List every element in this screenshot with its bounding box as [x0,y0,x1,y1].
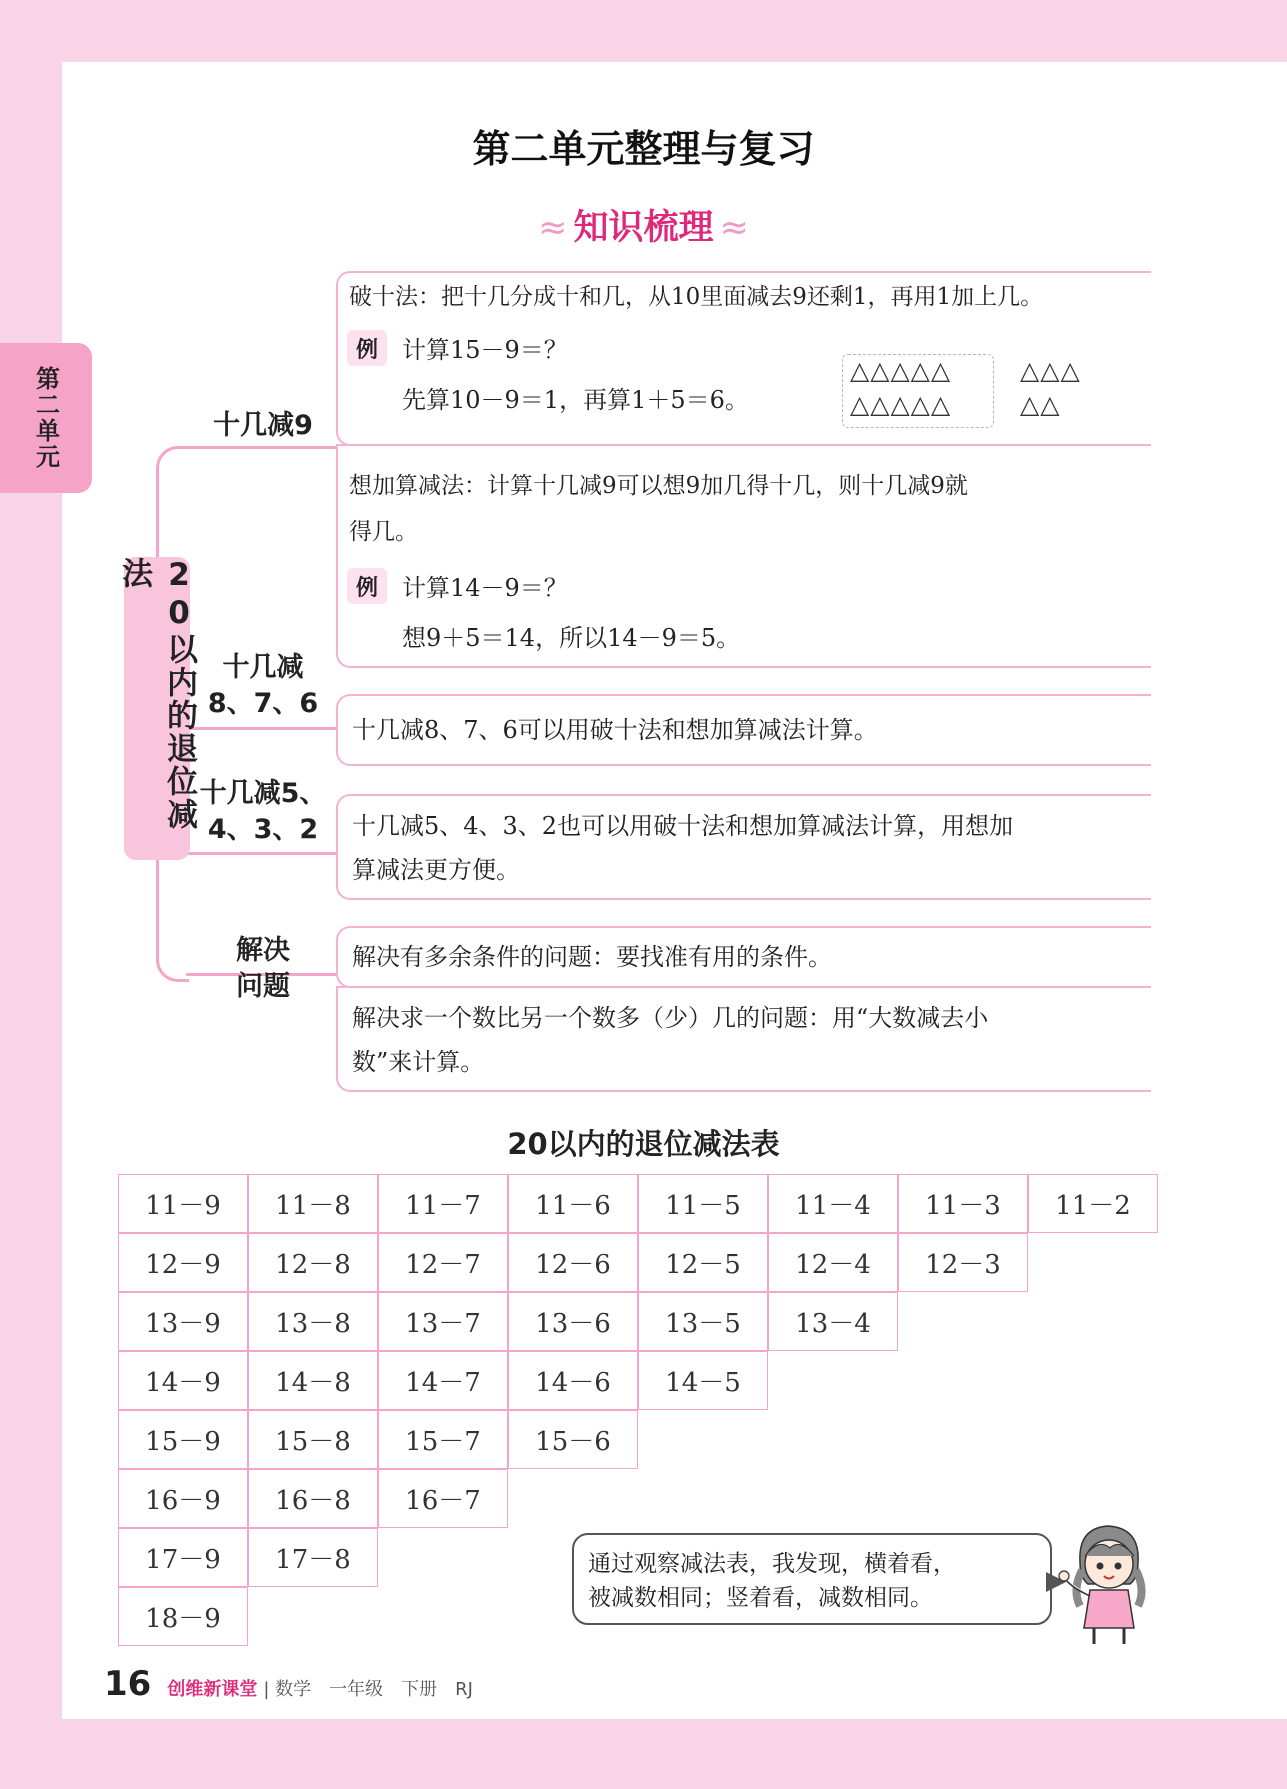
triangle-icon-row: △△△△△ [850,356,952,385]
triangle-icon-row: △△△ [1020,356,1081,385]
branch-label-text: 问题 [236,971,290,1003]
branch-label-text: 十几减9 [213,410,313,441]
example-answer: 先算10－9＝1，再算1＋5＝6。 [402,386,749,414]
branch-label-text: 十几减5、 [199,778,327,809]
table-cell: 14－6 [508,1351,638,1410]
rule-minus-876: 十几减8、7、6可以用破十法和想加算减法计算。 [352,716,878,744]
table-cell: 15－9 [118,1410,248,1469]
unit-side-tab [0,343,92,493]
table-cell: 11－8 [248,1174,378,1233]
page-number: 16 [104,1664,152,1704]
table-cell: 12－6 [508,1233,638,1292]
table-cell: 12－9 [118,1233,248,1292]
table-cell: 15－7 [378,1410,508,1469]
tree-link-2 [186,727,336,730]
table-cell: 17－9 [118,1528,248,1587]
brand-name: 创维新课堂 [167,1679,258,1700]
mindmap-root [116,557,197,860]
table-cell: 15－8 [248,1410,378,1469]
rule-think-addition: 想加算减法：计算十几减9可以想9加几得十几，则十几减9就 [349,473,968,499]
table-cell: 18－9 [118,1587,248,1646]
table-cell: 12－8 [248,1233,378,1292]
table-cell: 11－6 [508,1174,638,1233]
rule-break-ten: 破十法：把十几分成十和几，从10里面减去9还剩1，再用1加上几。 [349,284,1044,310]
table-cell: 11－9 [118,1174,248,1233]
example-badge: 例 [347,568,387,604]
table-cell: 16－7 [378,1469,508,1528]
rule-compare-problem-2: 数”来计算。 [352,1048,485,1076]
table-cell: 12－7 [378,1233,508,1292]
wave-icon: ≈ [538,208,568,248]
branch-label-problems [196,933,330,1006]
table-cell: 16－8 [248,1469,378,1528]
rule-extra-conditions: 解决有多余条件的问题：要找准有用的条件。 [352,943,832,971]
speech-bubble [572,1533,1052,1625]
branch-label-minus-9 [196,408,330,444]
table-cell: 13－9 [118,1292,248,1351]
branch-label-text: 十几减 [222,652,304,683]
table-cell: 11－7 [378,1174,508,1233]
example-question: 计算15－9＝？ [402,336,568,364]
triangle-icon-row: △△△△△ [850,390,952,419]
branch-label-text: 4、3、2 [207,814,319,846]
table-cell: 12－4 [768,1233,898,1292]
rule-minus-5432-2: 算减法更方便。 [352,856,520,884]
section-heading-label: 知识梳理 [573,208,714,248]
girl-illustration [1058,1518,1158,1648]
table-cell: 11－3 [898,1174,1028,1233]
speech-bubble-line: 通过观察减法表，我发现，横着看， [588,1551,956,1577]
table-cell: 11－4 [768,1174,898,1233]
mindmap-root-label: 20以内的退位减法 [116,557,197,831]
table-cell: 12－5 [638,1233,768,1292]
table-cell: 12－3 [898,1233,1028,1292]
branch-label-minus-876 [196,650,330,723]
table-cell: 13－6 [508,1292,638,1351]
table-cell: 14－8 [248,1351,378,1410]
wave-icon: ≈ [719,208,749,248]
branch-label-text: 8、7、6 [207,688,319,720]
table-cell: 13－4 [768,1292,898,1351]
unit-side-tab-label: 第二单元 [31,366,60,470]
branch-label-text: 解决 [236,935,290,966]
example-answer: 想9＋5＝14，所以14－9＝5。 [402,624,741,652]
table-cell: 14－7 [378,1351,508,1410]
speech-bubble-line: 被减数相同；竖着看，减数相同。 [588,1585,933,1611]
footer-meta: | 数学 一年级 下册 RJ [263,1679,473,1700]
tree-link-1 [186,446,336,449]
table-cell: 13－5 [638,1292,768,1351]
page-footer [104,1664,473,1704]
section-heading [0,200,1287,250]
branch-label-minus-5432 [196,776,330,849]
example-question: 计算14－9＝？ [402,574,568,602]
rule-compare-problem: 解决求一个数比另一个数多（少）几的问题：用“大数减去小 [352,1004,989,1032]
table-title: 20以内的退位减法表 [507,1127,780,1161]
rule-think-addition-2: 得几。 [349,519,418,545]
tree-link-3 [186,852,336,855]
table-cell: 15－6 [508,1410,638,1469]
table-cell: 13－8 [248,1292,378,1351]
table-cell: 13－7 [378,1292,508,1351]
table-cell: 16－9 [118,1469,248,1528]
example-badge: 例 [347,330,387,366]
page-title: 第二单元整理与复习 [472,127,815,171]
table-cell: 11－2 [1028,1174,1158,1233]
rule-minus-5432: 十几减5、4、3、2也可以用破十法和想加算减法计算，用想加 [352,812,1014,840]
table-cell: 11－5 [638,1174,768,1233]
table-cell: 14－5 [638,1351,768,1410]
table-cell: 14－9 [118,1351,248,1410]
table-cell: 17－8 [248,1528,378,1587]
triangle-icon-row: △△ [1020,390,1061,419]
